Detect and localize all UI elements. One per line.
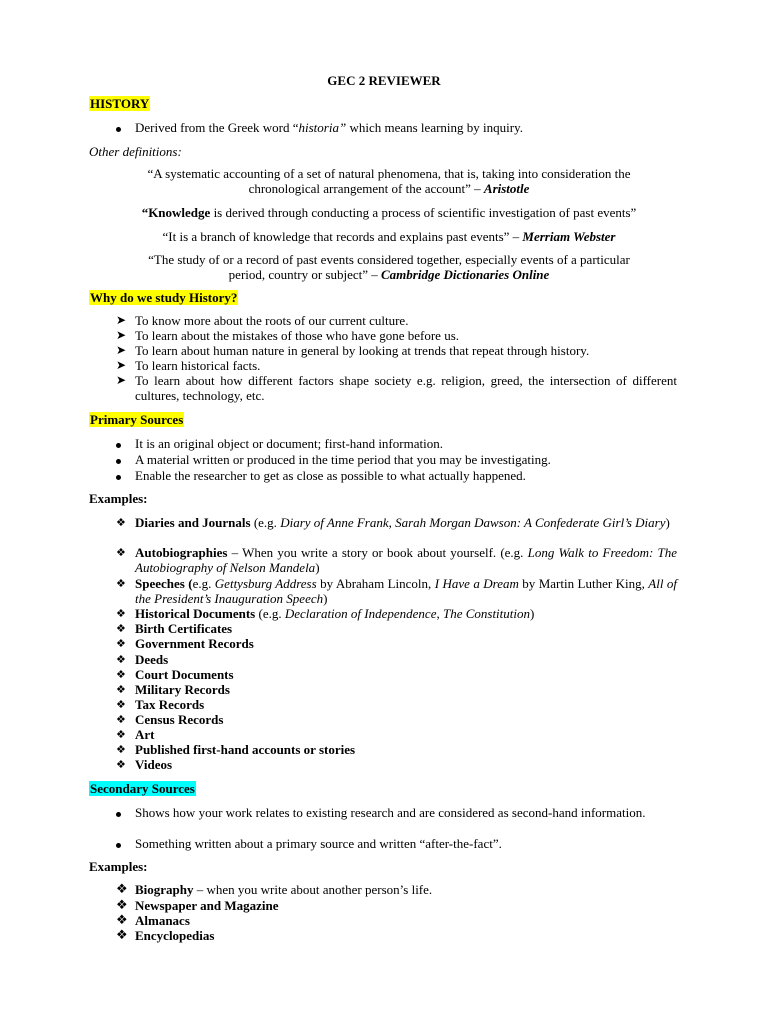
dot-bullet-icon <box>116 120 121 135</box>
primary-example-item: Art <box>135 727 155 742</box>
primary-example-item: Published first-hand accounts or stories <box>135 742 356 757</box>
four-diamond-bullet-icon: ❖ <box>116 516 126 529</box>
four-diamond-bullet-icon: ❖ <box>116 728 126 741</box>
four-diamond-bullet-icon: ❖ <box>116 546 126 559</box>
primary-example-item: Census Records <box>135 712 224 727</box>
section-heading-secondary: Secondary Sources <box>90 781 195 796</box>
four-diamond-bullet-icon: ❖ <box>116 743 126 756</box>
arrowhead-bullet-icon: ➤ <box>116 343 127 357</box>
bold-four-diamond-bullet-icon: ❖ <box>116 928 128 943</box>
four-diamond-bullet-icon: ❖ <box>116 683 126 696</box>
why-item: To learn about how different factors shape society e.g. religion, greed, the intersection of different cultures, technology, etc. <box>135 373 677 403</box>
dot-bullet-icon <box>116 468 121 483</box>
why-item: To know more about the roots of our current culture. <box>135 313 409 328</box>
dot-bullet-icon <box>116 436 121 451</box>
primary-example-item: Birth Certificates <box>135 621 233 636</box>
dot-bullet-icon <box>116 836 121 851</box>
arrowhead-bullet-icon: ➤ <box>116 358 127 372</box>
secondary-example-item: Encyclopedias <box>135 928 215 943</box>
primary-example-diaries: Diaries and Journals (e.g. Diary of Anne Frank, Sarah Morgan Dawson: A Confederate Girl’s Diary) <box>135 515 670 530</box>
section-heading-why: Why do we study History? <box>90 290 238 305</box>
primary-item: It is an original object or document; first-hand information. <box>135 436 443 451</box>
four-diamond-bullet-icon: ❖ <box>116 637 126 650</box>
primary-example-autobiographies: Autobiographies – When you write a story or book about yourself. (e.g. Long Walk to Freedom: The Autobiography of Nelson Mandela) <box>135 545 677 575</box>
bold-four-diamond-bullet-icon: ❖ <box>116 913 128 928</box>
why-item: To learn about human nature in general by looking at trends that repeat through history. <box>135 343 590 358</box>
bold-four-diamond-bullet-icon: ❖ <box>116 898 128 913</box>
arrowhead-bullet-icon: ➤ <box>116 373 127 387</box>
dot-bullet-icon <box>116 452 121 467</box>
four-diamond-bullet-icon: ❖ <box>116 668 126 681</box>
dot-bullet-icon <box>116 805 121 820</box>
four-diamond-bullet-icon: ❖ <box>116 622 126 635</box>
arrowhead-bullet-icon: ➤ <box>116 313 127 327</box>
four-diamond-bullet-icon: ❖ <box>116 653 126 666</box>
primary-item: A material written or produced in the time period that you may be investigating. <box>135 452 551 467</box>
section-heading-history: HISTORY <box>90 96 150 111</box>
arrowhead-bullet-icon: ➤ <box>116 328 127 342</box>
primary-example-item: Tax Records <box>135 697 205 712</box>
primary-example-item: Military Records <box>135 682 230 697</box>
four-diamond-bullet-icon: ❖ <box>116 698 126 711</box>
secondary-item: Something written about a primary source and written “after-the-fact”. <box>135 836 502 851</box>
section-heading-primary: Primary Sources <box>90 412 184 427</box>
primary-example-item: Court Documents <box>135 667 234 682</box>
other-definitions-label: Other definitions: <box>89 144 182 159</box>
four-diamond-bullet-icon: ❖ <box>116 758 126 771</box>
definition-aristotle: “A systematic accounting of a set of natural phenomena, that is, taking into consideration the chronological arrangement of the account” – Aristotle <box>147 166 631 196</box>
definition-knowledge: “Knowledge is derived through conducting a process of scientific investigation of past events” <box>141 205 637 220</box>
primary-item: Enable the researcher to get as close as possible to what actually happened. <box>135 468 526 483</box>
definition-cambridge: “The study of or a record of past events considered together, especially events of a particular period, country or subject” – Cambridge Dictionaries Online <box>148 252 630 282</box>
definition-merriam-webster: “It is a branch of knowledge that records and explains past events” – Merriam Webster <box>162 229 616 244</box>
why-item: To learn historical facts. <box>135 358 261 373</box>
secondary-example-item: Newspaper and Magazine <box>135 898 279 913</box>
document-title: GEC 2 REVIEWER <box>327 73 441 88</box>
primary-example-historical-documents: Historical Documents (e.g. Declaration of Independence, The Constitution) <box>135 606 535 621</box>
primary-example-item: Deeds <box>135 652 169 667</box>
secondary-examples-label: Examples: <box>89 859 148 874</box>
secondary-example-biography: Biography – when you write about another person’s life. <box>135 882 433 897</box>
primary-example-item: Government Records <box>135 636 254 651</box>
primary-examples-label: Examples: <box>89 491 148 506</box>
four-diamond-bullet-icon: ❖ <box>116 713 126 726</box>
secondary-example-item: Almanacs <box>135 913 190 928</box>
primary-example-speeches: Speeches (e.g. Gettysburg Address by Abraham Lincoln, I Have a Dream by Martin Luther King, All of the President’s Inauguration Speech) <box>135 576 677 606</box>
four-diamond-bullet-icon: ❖ <box>116 607 126 620</box>
secondary-item: Shows how your work relates to existing research and are considered as second-hand information. <box>135 805 646 820</box>
why-item: To learn about the mistakes of those who have gone before us. <box>135 328 459 343</box>
primary-example-item: Videos <box>135 757 173 772</box>
history-definition-bullet: Derived from the Greek word “historia” which means learning by inquiry. <box>135 120 523 135</box>
bold-four-diamond-bullet-icon: ❖ <box>116 882 128 897</box>
four-diamond-bullet-icon: ❖ <box>116 577 126 590</box>
